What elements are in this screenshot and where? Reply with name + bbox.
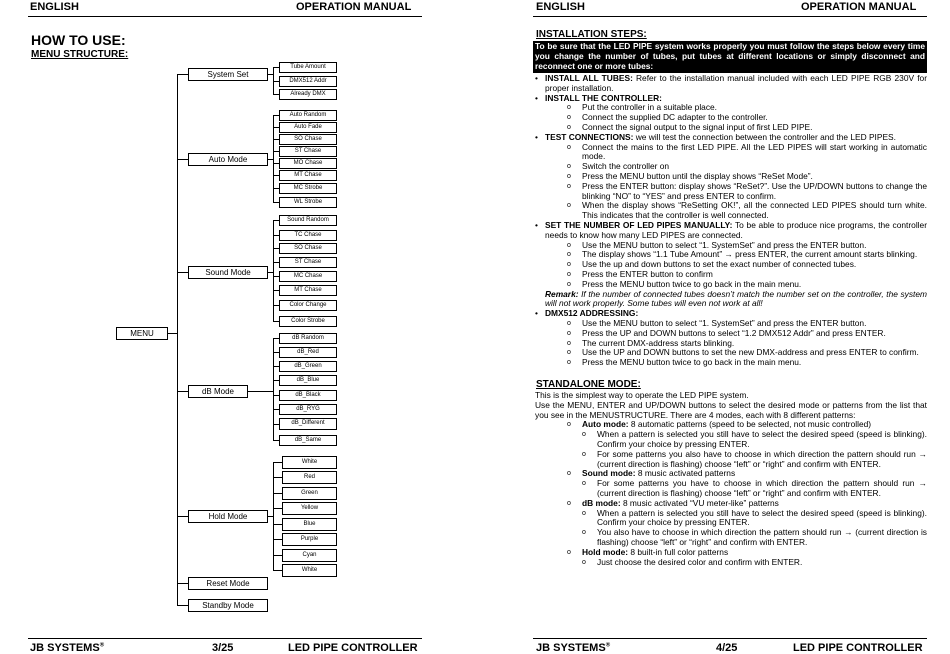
mode-substep: o When a pattern is selected you still have to select the desired speed (speed is blinking). Confirm your choice by pressing ENTER. xyxy=(535,430,927,450)
leaf-hold-yellow: Yellow xyxy=(282,502,337,515)
substep: o Press the MENU button until the display shows “ReSet Mode”. xyxy=(535,172,927,182)
leaf-db-blue: dB_Blue xyxy=(279,375,337,386)
mode-substep: o For some patterns you also have to choose in which direction the pattern should run → (current direction is flashing) choose “left” or “right” and confirm with ENTER. xyxy=(535,450,927,470)
branch-line xyxy=(248,391,273,392)
installation-warning-banner: To be sure that the LED PIPE system works properly you must follow the steps below every time you change the number of tubes, put tubes at different locations or simply disconnect and reconnect one or more tubes: xyxy=(533,41,927,73)
mode-substep: o You also have to choose in which direction the pattern should run → (current direction is flashing) choose “left” or “right” and confirm with ENTER. xyxy=(535,528,927,548)
right-footer-product: LED PIPE CONTROLLER xyxy=(793,642,923,654)
remark-note xyxy=(535,290,927,310)
left-footer-brand xyxy=(30,642,104,654)
root-connector xyxy=(168,333,177,334)
substep: o Use the UP and DOWN buttons to set the new DMX-address and press ENTER to confirm. xyxy=(535,348,927,358)
mode-substep: o Just choose the desired color and confirm with ENTER. xyxy=(535,558,927,568)
step-text: we will test the connection between the controller and the LED PIPES. xyxy=(633,131,896,142)
step-text: Refer to the installation manual included with each LED PIPE RGB 230V for proper installation. xyxy=(545,73,927,93)
leaf-already-dmx: Already DMX xyxy=(279,89,337,100)
leaf-auto-random: Auto Random xyxy=(279,110,337,121)
mode-lead: Auto mode: xyxy=(582,419,629,430)
menu-root-node: MENU xyxy=(116,327,168,340)
leaf-line xyxy=(273,524,282,525)
substep: o Press the ENTER button: display shows “ReSet?”. Use the UP/DOWN buttons to change the blinking “NO” to “YES” and press ENTER to confirm. xyxy=(535,182,927,202)
branch-line xyxy=(177,74,188,75)
leaf-hold-cyan: Cyan xyxy=(282,549,337,562)
substep: o The current DMX-address starts blinking. xyxy=(535,339,927,349)
leaf-hold-white-2: White xyxy=(282,564,337,577)
mode-text: 8 music activated “VU meter-like” patterns xyxy=(620,497,779,508)
substep: o Connect the mains to the first LED PIPE. All the LED PIPES will start working in automatic mode. xyxy=(535,143,927,163)
standalone-mode-heading: STANDALONE MODE: xyxy=(536,379,641,390)
group-trunk xyxy=(273,115,274,203)
leaf-mt-chase: MT Chase xyxy=(279,170,337,181)
mode-lead: Hold mode: xyxy=(582,546,629,557)
branch-line xyxy=(177,516,188,517)
group-standby-mode: Standby Mode xyxy=(188,599,268,612)
leaf-mt-chase-sound: MT Chase xyxy=(279,285,337,296)
mode-text: 8 music activated patterns xyxy=(635,468,736,479)
right-footer-page: 4/25 xyxy=(716,642,738,654)
leaf-so-chase-sound: SO Chase xyxy=(279,243,337,254)
step-lead: INSTALL ALL TUBES: xyxy=(545,73,633,83)
standalone-intro: This is the simplest way to operate the LED PIPE system. xyxy=(535,390,749,400)
leaf-line xyxy=(273,555,282,556)
leaf-hold-green: Green xyxy=(282,487,337,500)
leaf-mc-strobe: MC Strobe xyxy=(279,183,337,194)
right-header-rule xyxy=(533,16,927,17)
remark-text: If the number of connected tubes doesn’t match the number set on the controller, the system will not work properly. Some tubes will even not work at all! xyxy=(545,288,927,309)
substep: o Connect the signal output to the signal input of first LED PIPE. xyxy=(535,123,927,133)
leaf-db-green: dB_Green xyxy=(279,361,337,372)
branch-line xyxy=(177,159,188,160)
group-system-set: System Set xyxy=(188,68,268,81)
leaf-hold-blue: Blue xyxy=(282,518,337,531)
standalone-intro: Use the MENU, ENTER and UP/DOWN buttons to select the desired mode or patterns from the list that you see in the MENUSTRUCTURE. There are 4 modes, each with 8 different patterns: xyxy=(535,399,927,420)
leaf-hold-white: White xyxy=(282,456,337,469)
leaf-dmx512-addr: DMX512 Addr xyxy=(279,76,337,87)
footer-brand-text: JB SYSTEMS xyxy=(536,642,606,654)
step-lead: INSTALL THE CONTROLLER: xyxy=(545,92,662,103)
group-reset-mode: Reset Mode xyxy=(188,577,268,590)
step-lead: TEST CONNECTIONS: xyxy=(545,131,634,142)
step-lead: SET THE NUMBER OF LED PIPES MANUALLY: xyxy=(545,219,733,230)
leaf-st-chase-sound: ST Chase xyxy=(279,257,337,268)
left-page-title: HOW TO USE: xyxy=(31,32,126,48)
installation-steps-list xyxy=(535,74,927,368)
substep: o When the display shows “ReSetting OK!”, all the connected LED PIPES should turn white. This indicates that the controller is well connected. xyxy=(535,201,927,221)
step-text: To be able to produce nice programs, the controller needs to know how many LED PIPES are connected. xyxy=(545,219,927,240)
leaf-line xyxy=(273,462,282,463)
left-footer-page: 3/25 xyxy=(212,642,234,654)
mode-text: 8 automatic patterns (speed to be selected, not music controlled) xyxy=(628,419,872,430)
standalone-mode-section xyxy=(535,391,927,567)
leaf-db-black: dB_Black xyxy=(279,390,337,401)
step-install-tubes xyxy=(535,74,927,94)
substep: o Switch the controller on xyxy=(535,162,927,172)
leaf-line xyxy=(273,508,282,509)
right-header-manual: OPERATION MANUAL xyxy=(801,1,917,13)
mode-lead: dB mode: xyxy=(582,497,621,508)
leaf-line xyxy=(273,477,282,478)
registered-mark: ® xyxy=(99,642,105,649)
branch-line xyxy=(177,583,188,584)
mode-substep: o When a pattern is selected you still have to select the desired speed (speed is blinking). Confirm your choice by pressing ENTER. xyxy=(535,509,927,529)
substep: o Connect the supplied DC adapter to the controller. xyxy=(535,113,927,123)
installation-steps-heading: INSTALLATION STEPS: xyxy=(536,29,647,40)
right-footer-rule xyxy=(533,638,927,639)
leaf-line xyxy=(273,570,282,571)
leaf-line xyxy=(273,493,282,494)
leaf-db-red: dB_Red xyxy=(279,347,337,358)
leaf-db-random: dB Random xyxy=(279,333,337,344)
left-footer-rule xyxy=(28,638,422,639)
leaf-st-chase: ST Chase xyxy=(279,146,337,157)
leaf-db-same: dB_Same xyxy=(279,435,337,446)
substep: o Put the controller in a suitable place. xyxy=(535,103,927,113)
mode-text: 8 built-in full color patterns xyxy=(628,546,729,557)
group-trunk xyxy=(273,338,274,441)
substep: o Use the MENU button to select “1. SystemSet” and press the ENTER button. xyxy=(535,241,927,251)
root-trunk xyxy=(177,74,178,605)
leaf-hold-purple: Purple xyxy=(282,533,337,546)
left-header-language: ENGLISH xyxy=(30,1,79,13)
group-hold-mode: Hold Mode xyxy=(188,510,268,523)
substep: o Press the MENU button twice to go back in the main menu. xyxy=(535,280,927,290)
left-footer-product: LED PIPE CONTROLLER xyxy=(288,642,418,654)
leaf-db-ryg: dB_RYG xyxy=(279,404,337,415)
leaf-mo-chase: MO Chase xyxy=(279,158,337,169)
substep: o Use the up and down buttons to set the exact number of connected tubes. xyxy=(535,260,927,270)
leaf-sound-random: Sound Random xyxy=(279,215,337,226)
substep: o Press the UP and DOWN buttons to select “1.2 DMX512 Addr” and press ENTER. xyxy=(535,329,927,339)
group-db-mode: dB Mode xyxy=(188,385,248,398)
branch-line xyxy=(177,272,188,273)
leaf-so-chase: SO Chase xyxy=(279,134,337,145)
leaf-color-strobe: Color Strobe xyxy=(279,316,337,327)
left-header-rule xyxy=(28,16,422,17)
substep: o Press the MENU button twice to go back in the main menu. xyxy=(535,358,927,368)
leaf-mc-chase: MC Chase xyxy=(279,271,337,282)
leaf-db-different: dB_Different xyxy=(279,418,337,430)
leaf-hold-red: Red xyxy=(282,471,337,484)
branch-line xyxy=(177,605,188,606)
registered-mark: ® xyxy=(605,642,611,649)
substep: o Press the ENTER button to confirm xyxy=(535,270,927,280)
group-sound-mode: Sound Mode xyxy=(188,266,268,279)
mode-substep: o For some patterns you have to choose in which direction the pattern should run → (current direction is flashing) choose “left” or “right” and confirm with ENTER. xyxy=(535,479,927,499)
group-auto-mode: Auto Mode xyxy=(188,153,268,166)
right-footer-brand xyxy=(536,642,610,654)
substep: o Use the MENU button to select “1. SystemSet” and press the ENTER button. xyxy=(535,319,927,329)
branch-line xyxy=(177,391,188,392)
leaf-wl-strobe: WL Strobe xyxy=(279,197,337,208)
mode-lead: Sound mode: xyxy=(582,468,636,479)
footer-brand-text: JB SYSTEMS xyxy=(30,642,100,654)
remark-lead: Remark: xyxy=(545,288,579,299)
left-header-manual: OPERATION MANUAL xyxy=(296,1,412,13)
leaf-tube-amount: Tube Amount xyxy=(279,62,337,73)
leaf-color-change: Color Change xyxy=(279,300,337,311)
step-set-number-of-pipes xyxy=(535,221,927,241)
step-lead: DMX512 ADDRESSING: xyxy=(545,308,639,319)
leaf-tc-chase: TC Chase xyxy=(279,230,337,241)
substep: o The display shows “1.1 Tube Amount” → press ENTER, the current amount starts blinking. xyxy=(535,250,927,260)
leaf-auto-fade: Auto Fade xyxy=(279,122,337,133)
leaf-line xyxy=(273,539,282,540)
menu-structure-heading: MENU STRUCTURE: xyxy=(31,49,129,60)
right-header-language: ENGLISH xyxy=(536,1,585,13)
